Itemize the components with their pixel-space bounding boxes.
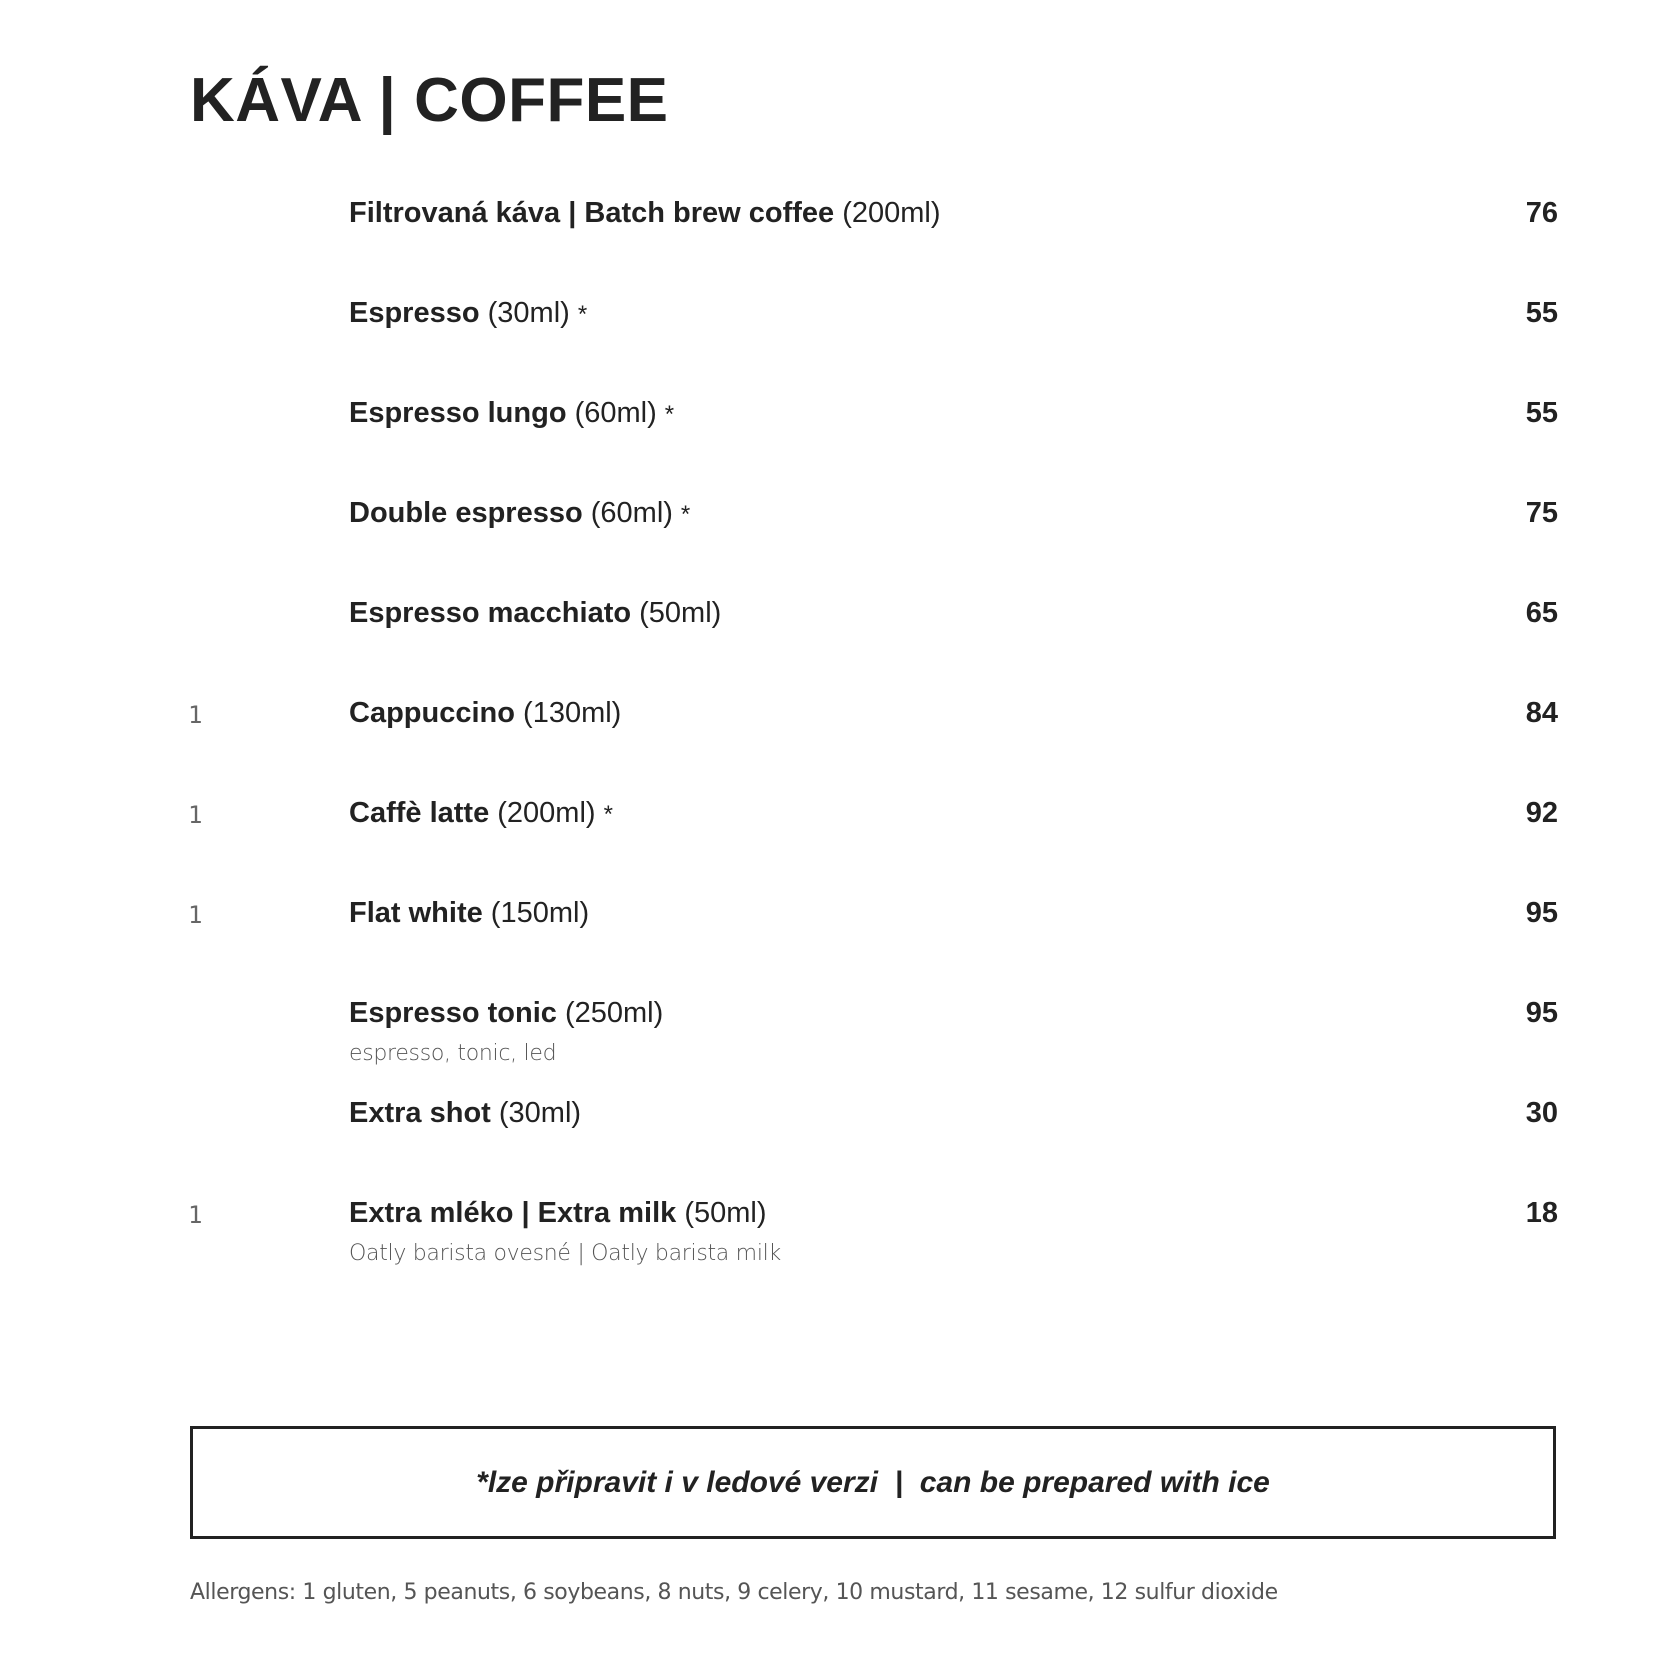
ice-marker: * [680, 501, 691, 528]
menu-item-double-espresso [0, 495, 1654, 555]
ice-marker: * [664, 401, 675, 428]
item-name: Filtrovaná káva | Batch brew coffee [349, 197, 835, 229]
item-volume: (130ml) [523, 697, 622, 729]
item-line [349, 495, 690, 533]
item-price: 18 [1525, 1197, 1558, 1229]
item-price: 92 [1525, 797, 1558, 829]
page-title: KÁVA | COFFEE [190, 66, 669, 135]
menu-item-batch-brew [0, 195, 1654, 255]
item-name: Flat white [349, 897, 483, 929]
allergen-code: 1 [188, 901, 203, 929]
item-description: Oatly barista ovesné | Oatly barista milk [349, 1241, 781, 1266]
item-volume: (60ml) [590, 497, 673, 529]
menu-item-espresso-tonic [0, 995, 1654, 1066]
item-price: 84 [1525, 697, 1558, 729]
item-volume: (200ml) [842, 197, 941, 229]
item-line [349, 795, 613, 833]
menu-item-flat-white [0, 895, 1654, 955]
item-price: 76 [1525, 197, 1558, 229]
item-name: Double espresso [349, 497, 583, 529]
item-name: Extra mléko | Extra milk [349, 1197, 677, 1229]
item-price: 55 [1525, 297, 1558, 329]
ice-marker: * [603, 801, 613, 828]
menu-item-caffe-latte [0, 795, 1654, 855]
item-name: Espresso macchiato [349, 597, 632, 629]
ice-note-box [190, 1426, 1556, 1539]
item-line [349, 195, 949, 233]
allergen-code: 1 [188, 701, 203, 729]
item-name: Espresso lungo [349, 397, 567, 429]
item-volume: (50ml) [684, 1197, 767, 1229]
item-name: Espresso tonic [349, 997, 557, 1029]
item-price: 95 [1525, 997, 1558, 1029]
item-line [349, 1195, 775, 1233]
item-line [349, 995, 671, 1033]
item-price: 65 [1525, 597, 1558, 629]
item-line [349, 895, 597, 933]
item-volume: (30ml) [487, 297, 570, 329]
item-name: Extra shot [349, 1097, 491, 1129]
item-volume: (30ml) [498, 1097, 582, 1129]
item-line [349, 695, 629, 733]
item-line [349, 295, 587, 333]
item-price: 55 [1525, 397, 1558, 429]
item-name: Caffè latte [349, 797, 490, 829]
item-price: 95 [1525, 897, 1558, 929]
item-description: espresso, tonic, led [349, 1041, 557, 1066]
item-line [349, 595, 729, 633]
item-volume: (50ml) [639, 597, 722, 629]
item-name: Espresso [349, 297, 480, 329]
ice-marker: * [577, 301, 588, 328]
menu-item-espresso-lungo [0, 395, 1654, 455]
item-volume: (60ml) [574, 397, 657, 429]
item-volume: (150ml) [490, 897, 590, 929]
allergens-legend: Allergens: 1 gluten, 5 peanuts, 6 soybeans, 8 nuts, 9 celery, 10 mustard, 11 sesame, 12 sulfur dioxide [190, 1580, 1278, 1605]
menu-item-extra-shot [0, 1095, 1654, 1155]
allergen-code: 1 [188, 1201, 203, 1229]
ice-note: *lze připravit i v ledové verzi | can be prepared with ice [476, 1465, 1270, 1499]
item-price: 75 [1525, 497, 1558, 529]
menu-item-extra-milk [0, 1195, 1654, 1266]
item-name: Cappuccino [349, 697, 515, 729]
menu-item-cappuccino [0, 695, 1654, 755]
item-line [349, 395, 674, 433]
menu-item-espresso [0, 295, 1654, 355]
item-volume: (200ml) [497, 797, 596, 829]
item-volume: (250ml) [564, 997, 664, 1029]
item-line [349, 1095, 589, 1133]
item-price: 30 [1525, 1097, 1558, 1129]
allergen-code: 1 [188, 801, 203, 829]
menu-item-espresso-macchiato [0, 595, 1654, 655]
